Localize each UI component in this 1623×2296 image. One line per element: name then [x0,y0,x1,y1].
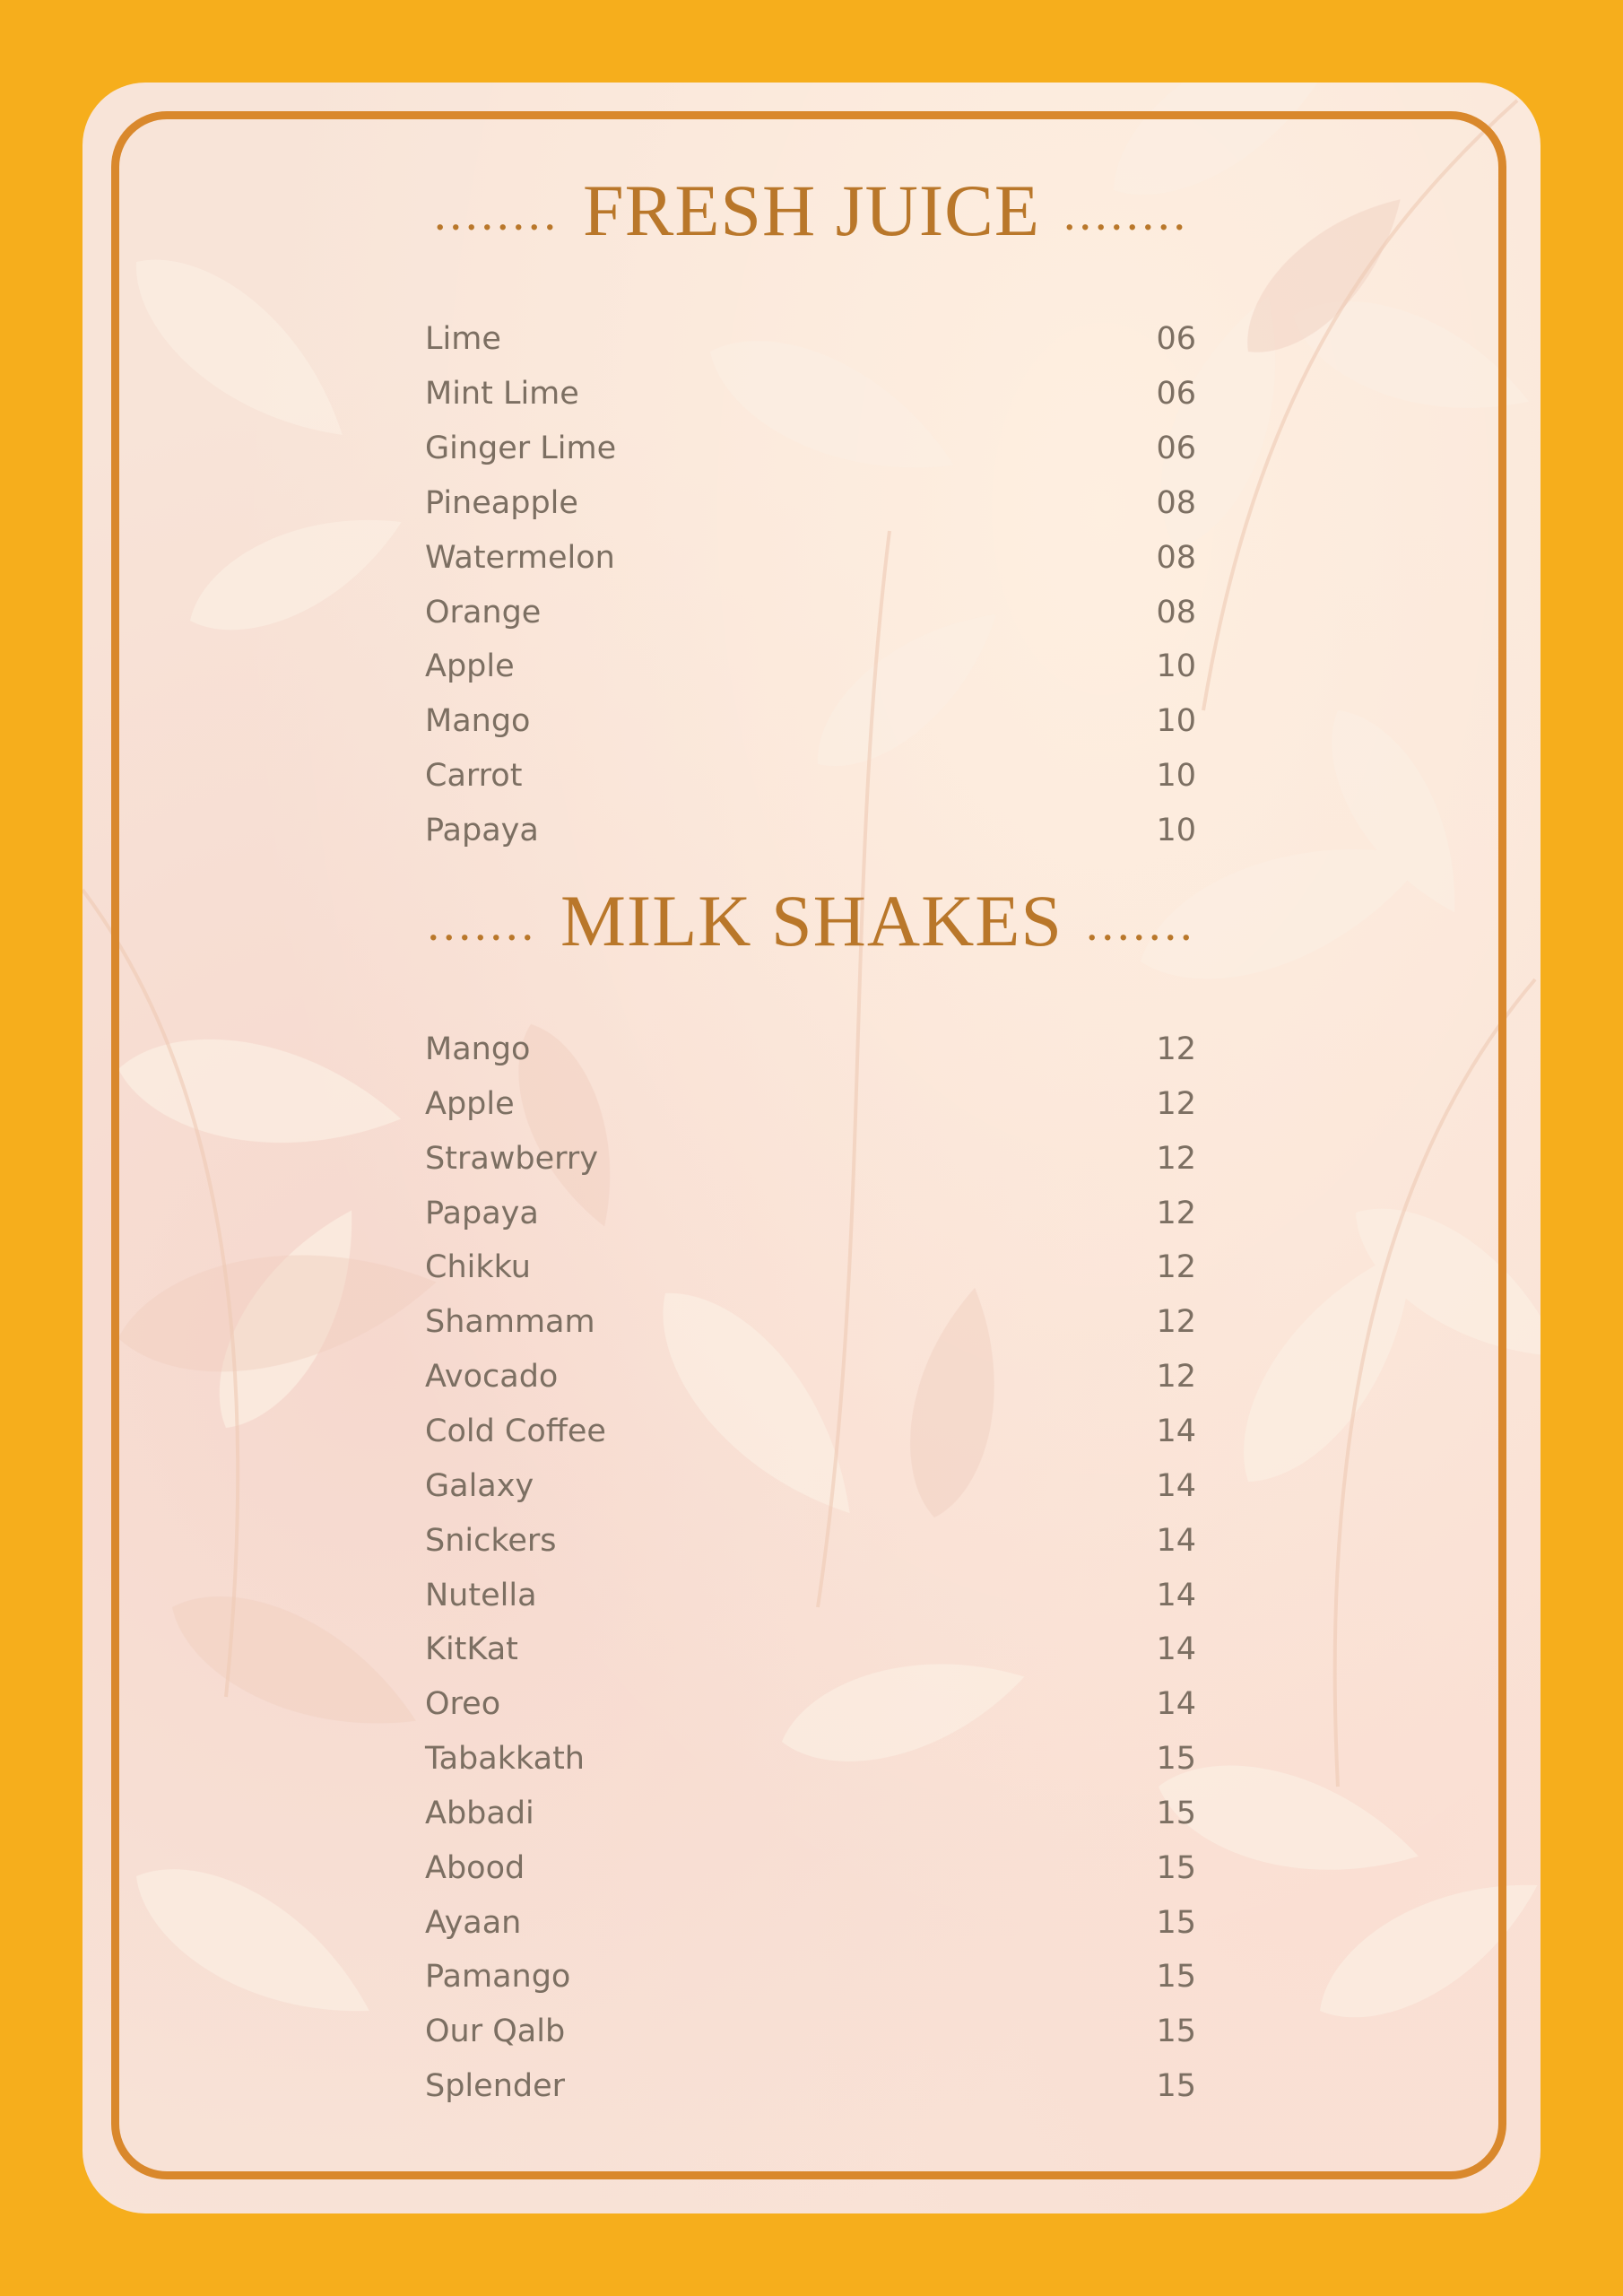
menu-item-price: 12 [1156,1141,1196,1177]
menu-item-price: 14 [1156,1631,1196,1667]
menu-item-price: 15 [1156,2013,1196,2049]
menu-item-name: KitKat [425,1631,518,1667]
menu-item-price: 12 [1156,1304,1196,1340]
menu-item-name: Our Qalb [425,2013,566,2049]
menu-item-name: Galaxy [425,1468,534,1504]
menu-item [425,2013,1196,2053]
menu-item-name: Pamango [425,1959,571,1995]
menu-item-name: Papaya [425,1196,539,1231]
menu-item-name: Oreo [425,1686,501,1722]
menu-item-name: Ginger Lime [425,430,617,466]
menu-item-price: 15 [1156,1850,1196,1886]
menu-item [425,758,1196,797]
menu-item-name: Abood [425,1850,525,1886]
menu-item [425,540,1196,579]
menu-item-name: Snickers [425,1523,557,1559]
menu-item [425,321,1196,361]
menu-item-name: Apple [425,1086,515,1122]
menu-item [425,1578,1196,1617]
menu-item [425,1141,1196,1180]
menu-item [425,1796,1196,1835]
menu-item-price: 14 [1156,1578,1196,1613]
menu-item-price: 10 [1156,813,1196,848]
menu-item-price: 10 [1156,648,1196,684]
menu-item-name: Tabakkath [425,1741,585,1777]
menu-item [425,703,1196,743]
menu-item-price: 06 [1156,321,1196,357]
menu-item [425,1249,1196,1289]
menu-item [425,1741,1196,1780]
menu-item-name: Ayaan [425,1905,522,1941]
section-title: MILK SHAKES [560,880,1063,961]
menu-item [425,1850,1196,1890]
menu-item-name: Mango [425,1031,531,1067]
menu-item-name: Lime [425,321,501,357]
menu-item-price: 08 [1156,540,1196,576]
menu-item-price: 08 [1156,595,1196,631]
menu-item-price: 06 [1156,376,1196,412]
menu-item [425,485,1196,525]
menu-item-price: 14 [1156,1468,1196,1504]
menu-item-price: 12 [1156,1359,1196,1395]
heading-dots-left: ....... [427,896,537,951]
heading-dots-right: ........ [1063,186,1189,240]
menu-item-name: Orange [425,595,542,631]
menu-item [425,1686,1196,1726]
menu-item-name: Shammam [425,1304,595,1340]
menu-item-price: 14 [1156,1413,1196,1449]
section-heading-fresh-juice [0,169,1623,253]
section-heading-milk-shakes [0,879,1623,963]
menu-item-name: Avocado [425,1359,559,1395]
menu-item-price: 15 [1156,2068,1196,2104]
menu-item-name: Chikku [425,1249,531,1285]
menu-item-price: 15 [1156,1959,1196,1995]
heading-dots-left: ........ [434,186,560,240]
menu-item-name: Carrot [425,758,523,794]
menu-item-name: Mint Lime [425,376,579,412]
menu-item [425,1959,1196,1998]
menu-item-price: 14 [1156,1523,1196,1559]
menu-item [425,648,1196,688]
menu-item [425,2068,1196,2108]
menu-item [425,1031,1196,1071]
menu-item [425,1196,1196,1235]
menu-item-name: Abbadi [425,1796,534,1831]
menu-item [425,1086,1196,1126]
menu-item-name: Papaya [425,813,539,848]
menu-item-name: Splender [425,2068,566,2104]
menu-item [425,1304,1196,1344]
menu-item [425,1523,1196,1562]
menu-item-price: 15 [1156,1905,1196,1941]
menu-item [425,813,1196,852]
menu-item-name: Mango [425,703,531,739]
menu-item-name: Nutella [425,1578,537,1613]
menu-item-price: 06 [1156,430,1196,466]
menu-item [425,1905,1196,1944]
menu-item-price: 14 [1156,1686,1196,1722]
menu-item-price: 12 [1156,1086,1196,1122]
menu-item-price: 08 [1156,485,1196,521]
menu-item [425,430,1196,470]
menu-item-price: 10 [1156,758,1196,794]
menu-item-name: Pineapple [425,485,578,521]
menu-item [425,376,1196,415]
menu-item [425,1631,1196,1671]
menu-item-price: 10 [1156,703,1196,739]
menu-item-name: Strawberry [425,1141,599,1177]
menu-item-price: 12 [1156,1249,1196,1285]
menu-item-name: Apple [425,648,515,684]
menu-item [425,595,1196,634]
menu-item-name: Cold Coffee [425,1413,606,1449]
menu-item [425,1359,1196,1398]
menu-item [425,1468,1196,1508]
menu-item-price: 15 [1156,1741,1196,1777]
section-title: FRESH JUICE [583,170,1040,251]
menu-item [425,1413,1196,1453]
heading-dots-right: ....... [1085,896,1196,951]
menu-item-price: 12 [1156,1196,1196,1231]
menu-item-price: 15 [1156,1796,1196,1831]
menu-item-price: 12 [1156,1031,1196,1067]
menu-item-name: Watermelon [425,540,615,576]
